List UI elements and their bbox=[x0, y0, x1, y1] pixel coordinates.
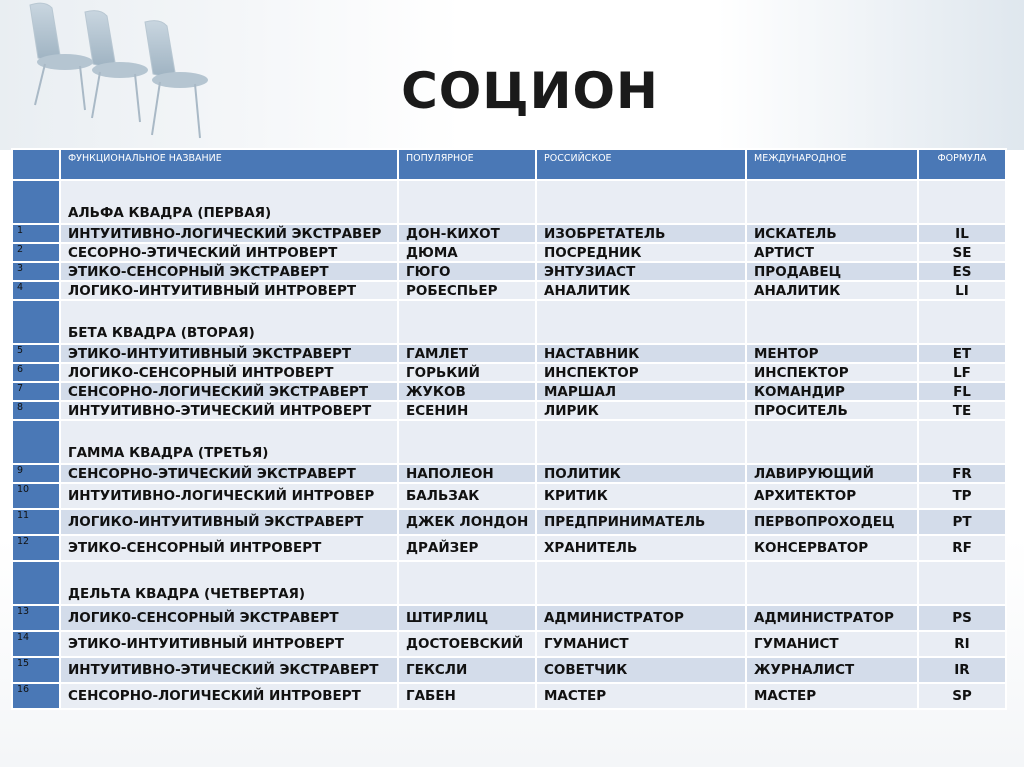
russian-name: ИНСПЕКТОР bbox=[536, 363, 746, 382]
formula: LI bbox=[918, 281, 1006, 300]
functional-name: ЛОГИК0-СЕНСОРНЫЙ ЭКСТРАВЕРТ bbox=[60, 605, 398, 631]
formula: PT bbox=[918, 509, 1006, 535]
functional-name: ИНТУИТИВНО-ЛОГИЧЕСКИЙ ИНТРОВЕР bbox=[60, 483, 398, 509]
functional-name: ЭТИКО-ИНТУИТИВНЫЙ ЭКСТРАВЕРТ bbox=[60, 344, 398, 363]
popular-name: НАПОЛЕОН bbox=[398, 464, 536, 483]
russian-name: ЛИРИК bbox=[536, 401, 746, 420]
russian-name: АДМИНИСТРАТОР bbox=[536, 605, 746, 631]
functional-name: СЕНСОРНО-ЛОГИЧЕСКИЙ ЭКСТРАВЕРТ bbox=[60, 382, 398, 401]
popular-name: ДРАЙЗЕР bbox=[398, 535, 536, 561]
table-row bbox=[12, 243, 1006, 262]
popular-name: ДЮМА bbox=[398, 243, 536, 262]
row-number: 4 bbox=[12, 281, 60, 300]
popular-name: ДОСТОЕВСКИЙ bbox=[398, 631, 536, 657]
table-row bbox=[12, 363, 1006, 382]
table-row bbox=[12, 401, 1006, 420]
table-row bbox=[12, 382, 1006, 401]
international-name: МЕНТОР bbox=[746, 344, 918, 363]
formula: IR bbox=[918, 657, 1006, 683]
functional-name: ИНТУИТИВНО-ЛОГИЧЕСКИЙ ЭКСТРАВЕР bbox=[60, 224, 398, 243]
table-row bbox=[12, 262, 1006, 281]
quadra-title: БЕТА КВАДРА (ВТОРАЯ) bbox=[60, 300, 398, 344]
formula: IL bbox=[918, 224, 1006, 243]
row-number: 5 bbox=[12, 344, 60, 363]
russian-name: ГУМАНИСТ bbox=[536, 631, 746, 657]
row-number: 8 bbox=[12, 401, 60, 420]
international-name: АРХИТЕКТОР bbox=[746, 483, 918, 509]
row-number: 10 bbox=[12, 483, 60, 509]
row-number: 6 bbox=[12, 363, 60, 382]
international-name: АНАЛИТИК bbox=[746, 281, 918, 300]
functional-name: СЕСОРНО-ЭТИЧЕСКИЙ ИНТРОВЕРТ bbox=[60, 243, 398, 262]
international-name: ПЕРВОПРОХОДЕЦ bbox=[746, 509, 918, 535]
row-number: 13 bbox=[12, 605, 60, 631]
row-number: 11 bbox=[12, 509, 60, 535]
row-number: 14 bbox=[12, 631, 60, 657]
header-russian: РОССИЙСКОЕ bbox=[536, 149, 746, 180]
quadra-number-cell bbox=[12, 300, 60, 344]
formula: PS bbox=[918, 605, 1006, 631]
header-number bbox=[12, 149, 60, 180]
popular-name: ДОН-КИХОТ bbox=[398, 224, 536, 243]
russian-name: ХРАНИТЕЛЬ bbox=[536, 535, 746, 561]
quadra-title: ГАММА КВАДРА (ТРЕТЬЯ) bbox=[60, 420, 398, 464]
formula: TE bbox=[918, 401, 1006, 420]
international-name: ИСКАТЕЛЬ bbox=[746, 224, 918, 243]
table-row bbox=[12, 631, 1006, 657]
functional-name: ЭТИКО-ИНТУИТИВНЫЙ ИНТРОВЕРТ bbox=[60, 631, 398, 657]
formula: ET bbox=[918, 344, 1006, 363]
quadra-number-cell bbox=[12, 180, 60, 224]
international-name: АРТИСТ bbox=[746, 243, 918, 262]
formula: RF bbox=[918, 535, 1006, 561]
row-number: 3 bbox=[12, 262, 60, 281]
formula: SP bbox=[918, 683, 1006, 709]
popular-name: ДЖЕК ЛОНДОН bbox=[398, 509, 536, 535]
quadra-row-beta bbox=[12, 300, 1006, 344]
row-number: 12 bbox=[12, 535, 60, 561]
russian-name: ПОЛИТИК bbox=[536, 464, 746, 483]
quadra-row-gamma bbox=[12, 420, 1006, 464]
russian-name: МАРШАЛ bbox=[536, 382, 746, 401]
table-row bbox=[12, 483, 1006, 509]
header-formula: ФОРМУЛА bbox=[918, 149, 1006, 180]
formula: RI bbox=[918, 631, 1006, 657]
quadra-number-cell bbox=[12, 420, 60, 464]
quadra-title: АЛЬФА КВАДРА (ПЕРВАЯ) bbox=[60, 180, 398, 224]
functional-name: ЛОГИКО-ИНТУИТИВНЫЙ ИНТРОВЕРТ bbox=[60, 281, 398, 300]
popular-name: РОБЕСПЬЕР bbox=[398, 281, 536, 300]
functional-name: СЕНСОРНО-ЭТИЧЕСКИЙ ЭКСТРАВЕРТ bbox=[60, 464, 398, 483]
international-name: ИНСПЕКТОР bbox=[746, 363, 918, 382]
page-title: СОЦИОН bbox=[401, 62, 659, 120]
international-name: ЛАВИРУЮЩИЙ bbox=[746, 464, 918, 483]
russian-name: ИЗОБРЕТАТЕЛЬ bbox=[536, 224, 746, 243]
table-row bbox=[12, 683, 1006, 709]
russian-name: ПОСРЕДНИК bbox=[536, 243, 746, 262]
table-row bbox=[12, 605, 1006, 631]
russian-name: СОВЕТЧИК bbox=[536, 657, 746, 683]
international-name: ПРОСИТЕЛЬ bbox=[746, 401, 918, 420]
table-row bbox=[12, 509, 1006, 535]
functional-name: СЕНСОРНО-ЛОГИЧЕСКИЙ ИНТРОВЕРТ bbox=[60, 683, 398, 709]
popular-name: ШТИРЛИЦ bbox=[398, 605, 536, 631]
row-number: 16 bbox=[12, 683, 60, 709]
quadra-row-delta bbox=[12, 561, 1006, 605]
table-row bbox=[12, 281, 1006, 300]
international-name: ГУМАНИСТ bbox=[746, 631, 918, 657]
popular-name: ЕСЕНИН bbox=[398, 401, 536, 420]
international-name: МАСТЕР bbox=[746, 683, 918, 709]
international-name: ПРОДАВЕЦ bbox=[746, 262, 918, 281]
functional-name: ЛОГИКО-ИНТУИТИВНЫЙ ЭКСТРАВЕРТ bbox=[60, 509, 398, 535]
row-number: 2 bbox=[12, 243, 60, 262]
quadra-number-cell bbox=[12, 561, 60, 605]
quadra-title: ДЕЛЬТА КВАДРА (ЧЕТВЕРТАЯ) bbox=[60, 561, 398, 605]
russian-name: НАСТАВНИК bbox=[536, 344, 746, 363]
functional-name: ИНТУИТИВНО-ЭТИЧЕСКИЙ ИНТРОВЕРТ bbox=[60, 401, 398, 420]
functional-name: ЭТИКО-СЕНСОРНЫЙ ИНТРОВЕРТ bbox=[60, 535, 398, 561]
header-name: ФУНКЦИОНАЛЬНОЕ НАЗВАНИЕ bbox=[60, 149, 398, 180]
russian-name: КРИТИК bbox=[536, 483, 746, 509]
row-number: 9 bbox=[12, 464, 60, 483]
international-name: АДМИНИСТРАТОР bbox=[746, 605, 918, 631]
table-row bbox=[12, 535, 1006, 561]
international-name: ЖУРНАЛИСТ bbox=[746, 657, 918, 683]
header-international: МЕЖДУНАРОДНОЕ bbox=[746, 149, 918, 180]
table-row bbox=[12, 657, 1006, 683]
russian-name: МАСТЕР bbox=[536, 683, 746, 709]
international-name: КОМАНДИР bbox=[746, 382, 918, 401]
russian-name: ПРЕДПРИНИМАТЕЛЬ bbox=[536, 509, 746, 535]
functional-name: ЭТИКО-СЕНСОРНЫЙ ЭКСТРАВЕРТ bbox=[60, 262, 398, 281]
popular-name: БАЛЬЗАК bbox=[398, 483, 536, 509]
formula: FL bbox=[918, 382, 1006, 401]
header-popular: ПОПУЛЯРНОЕ bbox=[398, 149, 536, 180]
quadra-row-alpha bbox=[12, 180, 1006, 224]
russian-name: ЭНТУЗИАСТ bbox=[536, 262, 746, 281]
formula: FR bbox=[918, 464, 1006, 483]
popular-name: ГОРЬКИЙ bbox=[398, 363, 536, 382]
functional-name: ИНТУИТИВНО-ЭТИЧЕСКИЙ ЭКСТРАВЕРТ bbox=[60, 657, 398, 683]
functional-name: ЛОГИКО-СЕНСОРНЫЙ ИНТРОВЕРТ bbox=[60, 363, 398, 382]
russian-name: АНАЛИТИК bbox=[536, 281, 746, 300]
row-number: 15 bbox=[12, 657, 60, 683]
popular-name: ЖУКОВ bbox=[398, 382, 536, 401]
popular-name: ГЕКСЛИ bbox=[398, 657, 536, 683]
table-row bbox=[12, 224, 1006, 243]
formula: TP bbox=[918, 483, 1006, 509]
formula: SE bbox=[918, 243, 1006, 262]
international-name: КОНСЕРВАТОР bbox=[746, 535, 918, 561]
formula: LF bbox=[918, 363, 1006, 382]
row-number: 7 bbox=[12, 382, 60, 401]
socion-table bbox=[11, 148, 1007, 710]
popular-name: ГАБЕН bbox=[398, 683, 536, 709]
table-row bbox=[12, 344, 1006, 363]
formula: ES bbox=[918, 262, 1006, 281]
table-row bbox=[12, 464, 1006, 483]
row-number: 1 bbox=[12, 224, 60, 243]
popular-name: ГАМЛЕТ bbox=[398, 344, 536, 363]
header-row bbox=[12, 149, 1006, 180]
popular-name: ГЮГО bbox=[398, 262, 536, 281]
